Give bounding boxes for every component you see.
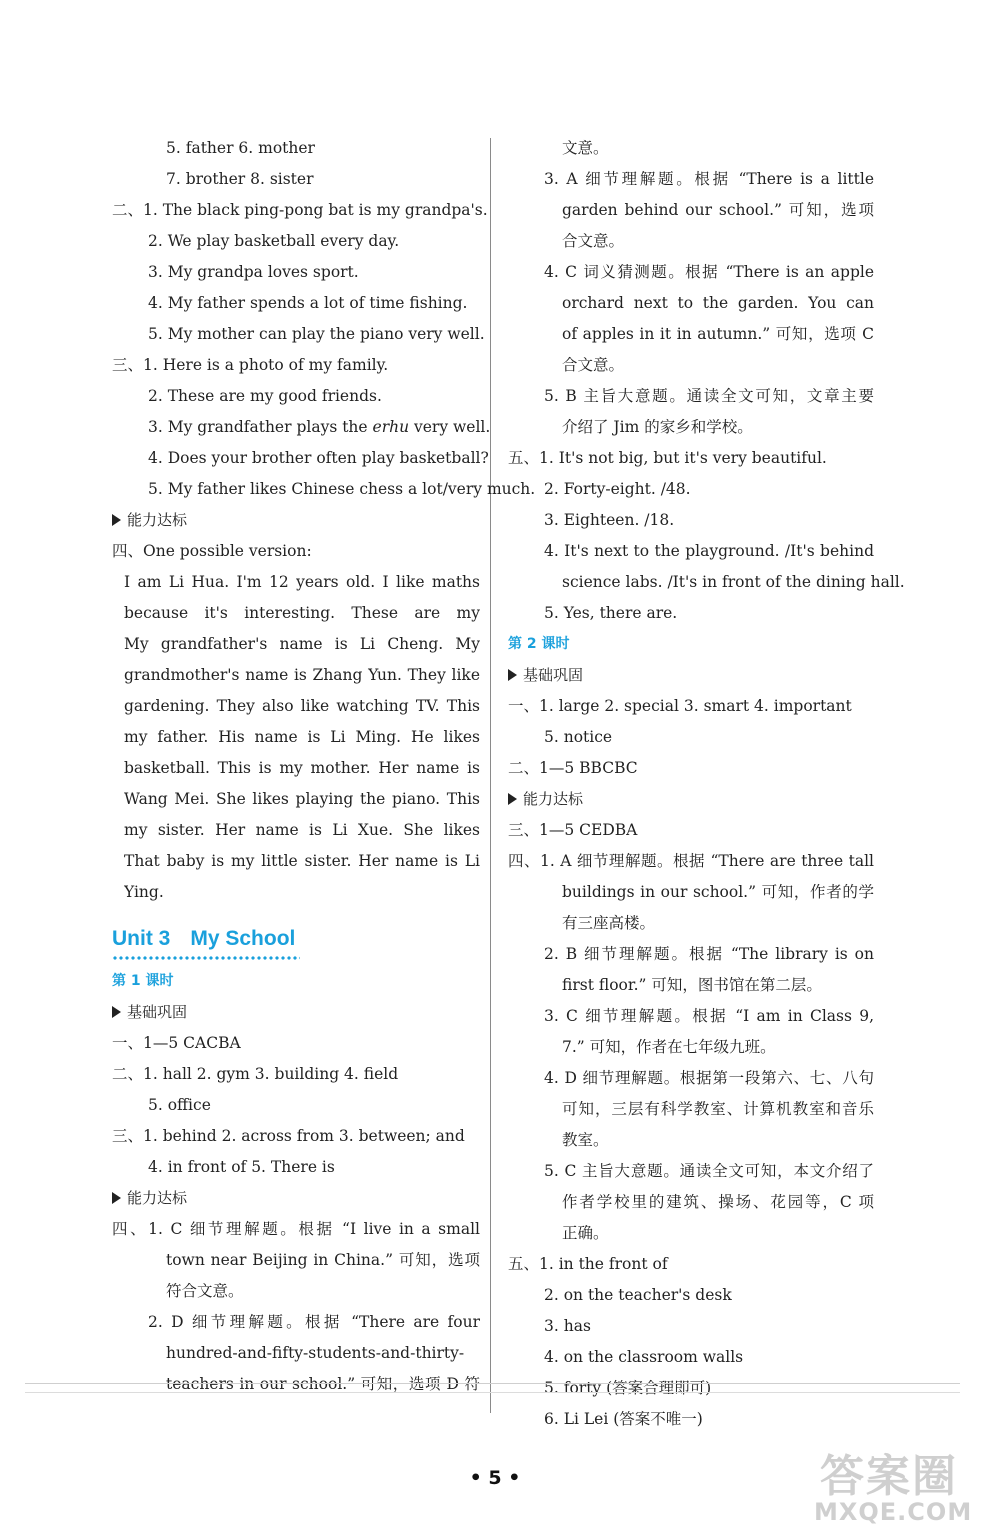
unit-number: Unit 3: [112, 927, 171, 950]
section-heading: 基础巩固: [508, 660, 874, 691]
column-divider: [490, 138, 491, 1413]
answer-line: 四、1. A 细节理解题。根据 “There are three tall: [508, 852, 874, 870]
answer-block: [508, 133, 905, 629]
answer-line: 5. office: [148, 1096, 211, 1114]
answer-block: [112, 1214, 480, 1400]
answer-line: 介绍了 Jim 的家乡和学校。: [562, 418, 753, 436]
answer-line: 5. My mother can play the piano very well.: [148, 325, 485, 343]
answer-line: 5. My father likes Chinese chess a lot/very much.: [148, 480, 536, 498]
essay-line: Wang Mei. She likes playing the piano. This: [124, 790, 480, 808]
triangle-bullet-icon: [508, 793, 517, 805]
answer-line: town near Beijing in China.” 可知，选项: [166, 1251, 480, 1269]
answer-line: 3. Eighteen. /18.: [544, 511, 675, 529]
answer-line: 5. father 6. mother: [166, 139, 315, 157]
bottom-rule: [25, 1383, 960, 1393]
answer-line: 3. has: [544, 1317, 591, 1335]
left-column: [112, 133, 536, 1400]
answer-line: 5. notice: [544, 728, 613, 746]
answer-line: teachers in our school.” 可知，选项 D 符: [166, 1375, 480, 1393]
answer-line: garden behind our school.” 可知，选项: [562, 201, 874, 219]
essay-line: grandmother's name is Zhang Yun. They like: [124, 666, 480, 684]
lesson-label: 第 2 课时: [508, 636, 570, 652]
essay-line: my father. His name is Li Ming. He likes: [124, 728, 480, 746]
right-column: [508, 133, 905, 1435]
answer-line: 有三座高楼。: [562, 914, 656, 932]
answer-line: 3. C 细节理解题。根据 “I am in Class 9,: [544, 1007, 874, 1025]
page-number: • 5 •: [469, 1467, 521, 1489]
unit-name: My School: [190, 927, 296, 950]
watermark-cn: 答案圈: [820, 1451, 958, 1502]
watermark-logo: [812, 1440, 982, 1530]
answer-line: orchard next to the garden. You can: [562, 294, 874, 312]
answer-line: 4. C 词义猜测题。根据 “There is an apple: [544, 263, 874, 281]
answer-block: [112, 1028, 480, 1183]
essay-line: Ying.: [124, 883, 164, 901]
answer-line: 作者学校里的建筑、操场、花园等，C 项: [562, 1193, 874, 1211]
essay-line: My grandfather's name is Li Cheng. My: [124, 635, 480, 653]
answer-line: 2. D 细节理解题。根据 “There are four: [148, 1313, 480, 1331]
unit-title: [112, 912, 480, 966]
answer-line: 4. It's next to the playground. /It's behind: [544, 542, 874, 560]
answer-line: 二、1—5 BBCBC: [508, 759, 638, 777]
answer-line: 4. D 细节理解题。根据第一段第六、七、八句: [544, 1069, 874, 1087]
section-heading: 能力达标: [112, 505, 480, 536]
answer-line: 7. brother 8. sister: [166, 170, 314, 188]
triangle-bullet-icon: [112, 1192, 121, 1204]
answer-line: 正确。: [562, 1224, 609, 1242]
answer-line: 2. Forty-eight. /48.: [544, 480, 691, 498]
answer-line: 4. on the classroom walls: [544, 1348, 744, 1366]
answer-line: 五、1. in the front of: [508, 1255, 668, 1273]
answer-line: 2. on the teacher's desk: [544, 1286, 732, 1304]
answer-block: [112, 133, 536, 505]
answer-line: 符合文意。: [166, 1282, 244, 1300]
answer-line: first floor.” 可知，图书馆在第二层。: [562, 976, 822, 994]
answer-line: 教室。: [562, 1131, 609, 1149]
answer-line: 合文意。: [562, 356, 625, 374]
answer-line: 四、One possible version:: [112, 542, 312, 560]
answer-line: 五、1. It's not big, but it's very beautiful.: [508, 449, 827, 467]
answer-block: [508, 815, 874, 1435]
essay-line: I am Li Hua. I'm 12 years old. I like maths: [124, 573, 480, 591]
answer-line: 3. My grandpa loves sport.: [148, 263, 359, 281]
italic-word: erhu: [372, 418, 410, 436]
answer-line: 文意。: [562, 139, 609, 157]
lesson-label: 第 1 课时: [112, 973, 174, 989]
answer-line: 4. My father spends a lot of time fishing.: [148, 294, 468, 312]
section-heading: 能力达标: [508, 784, 874, 815]
answer-line: 三、1. Here is a photo of my family.: [112, 356, 389, 374]
triangle-bullet-icon: [112, 1006, 121, 1018]
section-heading: 基础巩固: [112, 997, 480, 1028]
answer-line: 一、1. large 2. special 3. smart 4. important: [508, 697, 852, 715]
answer-block: [508, 691, 874, 784]
essay-line: basketball. This is my mother. Her name is: [124, 759, 480, 777]
answer-line: 四、1. C 细节理解题。根据 “I live in a small: [112, 1220, 480, 1238]
essay-line: gardening. They also like watching TV. This: [124, 697, 480, 715]
triangle-bullet-icon: [508, 669, 517, 681]
answer-line: hundred-and-fifty-students-and-thirty-: [166, 1344, 465, 1362]
answer-line: 可知，三层有科学教室、计算机教室和音乐: [562, 1100, 874, 1118]
answer-line: 5. B 主旨大意题。通读全文可知，文章主要: [544, 387, 874, 405]
answer-line: 4. Does your brother often play basketball?: [148, 449, 489, 467]
answer-line: 2. We play basketball every day.: [148, 232, 400, 250]
answer-line: 3. A 细节理解题。根据 “There is a little: [544, 170, 874, 188]
answer-line: 5. forty (答案合理即可): [544, 1379, 712, 1397]
answer-line: 三、1. behind 2. across from 3. between; and: [112, 1127, 465, 1145]
answer-line: 二、1. The black ping-pong bat is my grandpa's.: [112, 201, 488, 219]
answer-line: 二、1. hall 2. gym 3. building 4. field: [112, 1065, 399, 1083]
section-heading: 能力达标: [112, 1183, 480, 1214]
sample-essay: [112, 567, 480, 908]
answer-line: 7.” 可知，作者在七年级九班。: [562, 1038, 776, 1056]
answer-line: 三、1—5 CEDBA: [508, 821, 638, 839]
answer-line: 2. These are my good friends.: [148, 387, 382, 405]
watermark-en: MXQE.COM: [814, 1498, 973, 1526]
answer-line: 合文意。: [562, 232, 625, 250]
answer-line: buildings in our school.” 可知，作者的学: [562, 883, 874, 901]
answer-line: 一、1—5 CACBA: [112, 1034, 241, 1052]
unit-title-dotted-underline: [112, 956, 300, 960]
answer-line: 6. Li Lei (答案不唯一): [544, 1410, 703, 1428]
essay-line: because it's interesting. These are my: [124, 604, 480, 622]
essay-line: my sister. Her name is Li Xue. She likes: [124, 821, 480, 839]
answer-line: science labs. /It's in front of the dining hall.: [562, 573, 905, 591]
answer-line: 3. My grandfather plays the erhu very well.: [148, 418, 491, 436]
answer-line: 4. in front of 5. There is: [148, 1158, 335, 1176]
essay-line: That baby is my little sister. Her name is Li: [124, 852, 480, 870]
answer-line: 5. C 主旨大意题。通读全文可知，本文介绍了: [544, 1162, 874, 1180]
answer-line: of apples in it in autumn.” 可知，选项 C: [562, 325, 874, 343]
answer-line: 2. B 细节理解题。根据 “The library is on: [544, 945, 874, 963]
triangle-bullet-icon: [112, 514, 121, 526]
answer-line: 5. Yes, there are.: [544, 604, 678, 622]
